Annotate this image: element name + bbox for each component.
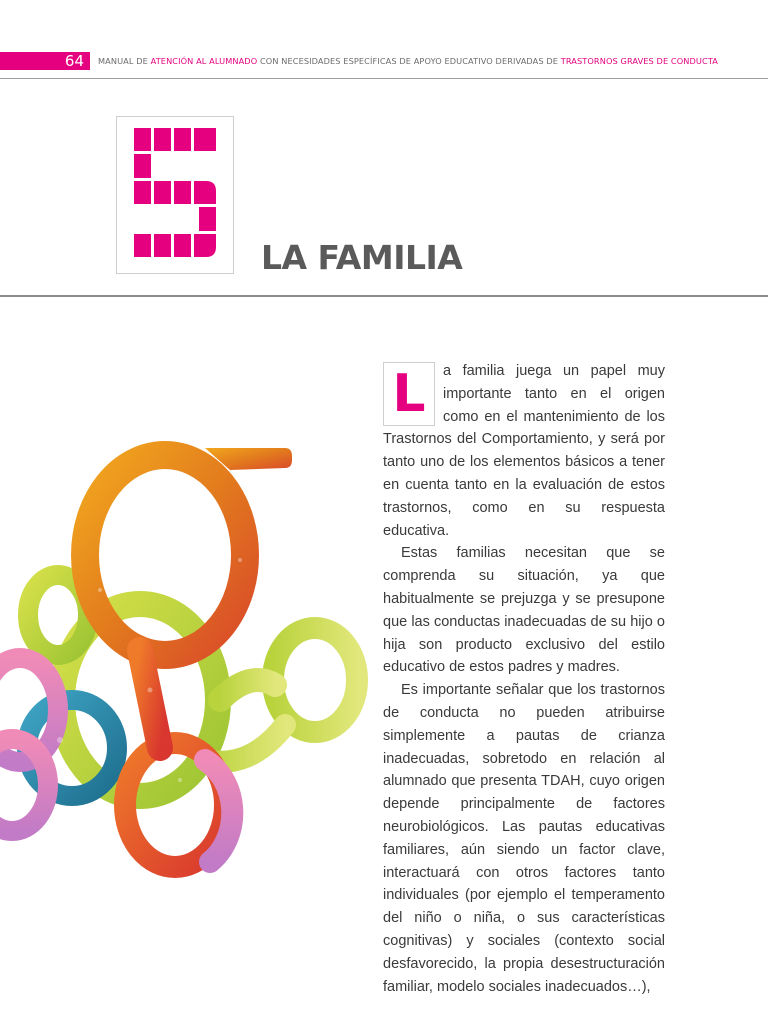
- decorative-rings-illustration: [0, 430, 380, 890]
- header-rule: [0, 78, 768, 79]
- paragraph-2: Estas familias necesitan que se comprenda su situación, ya que habitualmente se prejuzga y se presupone que las conductas inadecuadas de su hijo o hija son producto exclusivo del estilo educativo de estos padres y madres.: [383, 545, 665, 676]
- chapter-title: LA FAMILIA: [261, 238, 463, 277]
- page-number-tab: [0, 52, 90, 70]
- article-body: [383, 360, 665, 998]
- page-number: 64: [64, 52, 84, 70]
- running-title-highlight2: TRASTORNOS GRAVES DE CONDUCTA: [560, 56, 718, 66]
- running-title-highlight1: ATENCIÓN AL ALUMNADO: [150, 56, 258, 66]
- paragraph-1: a familia juega un papel muy importante tanto en el origen como en el mantenimiento de los Trastornos del Comportamiento, y será por tanto uno de los elementos básicos a tener en cuenta tanto en la evaluación de estos trastornos, como en su respuesta educativa.: [383, 363, 665, 539]
- chapter-number-graphic: [117, 117, 233, 273]
- drop-cap-box: [383, 362, 435, 426]
- running-title-part1: MANUAL DE: [98, 56, 151, 66]
- running-title-part3: CON NECESIDADES ESPECÍFICAS DE APOYO EDUCATIVO DERIVADAS DE: [257, 56, 561, 66]
- running-title: [98, 56, 718, 66]
- drop-cap-letter: L: [392, 364, 426, 424]
- paragraph-3: Es importante señalar que los trastornos de conducta no pueden atribuirse simplemente a pautas de crianza inadecuadas, sobretodo en relación al alumnado que presenta TDAH, cuyo origen depende principalmente de factores neurobiológicos. Las pautas educativas familiares, aún siendo un factor clave, interactuará con otros factores tanto individuales (por ejemplo el temperamento del niño o niña, o sus características cognitivas) y sociales (contexto social desfavorecido, la propia desestructuración familiar, modelo sociales inadecuados…),: [383, 682, 665, 995]
- chapter-number-box: [116, 116, 234, 274]
- chapter-rule: [0, 295, 768, 297]
